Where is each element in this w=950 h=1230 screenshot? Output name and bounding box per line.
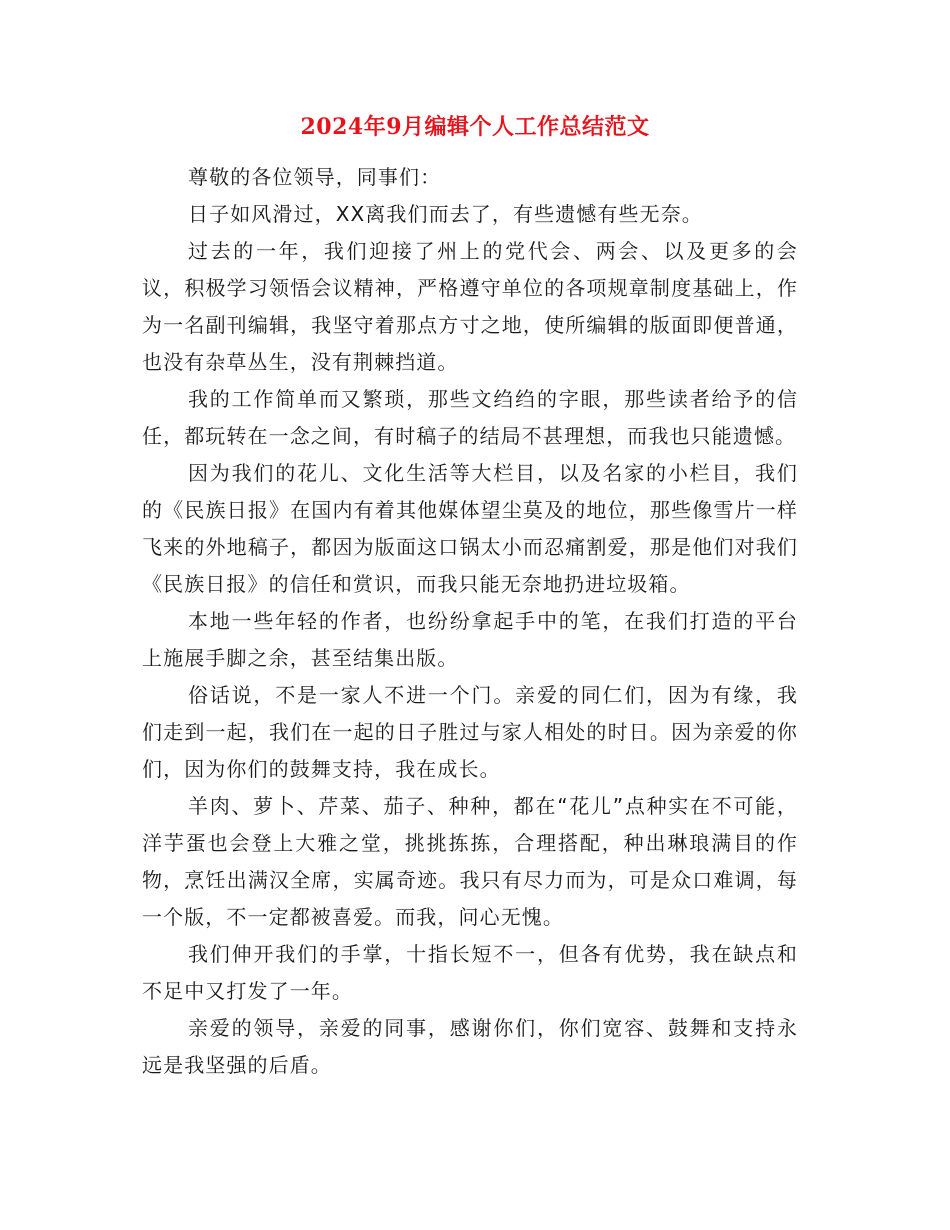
paragraph-salutation: 尊敬的各位领导，同事们：: [188, 165, 442, 189]
paragraph: 羊肉、萝卜、芹菜、茄子、种种，都在“花儿”点种实在不可能，洋芋蛋也会登上大雅之堂，挑挑拣拣，合理搭配，种出琳琅满目的作物，烹饪出满汉全席，实属奇迹。我只有尽力而为，可是众口难调，每一个版，不一定都被喜爱。而我，问心无愧。: [142, 794, 798, 929]
paragraph: 俗话说，不是一家人不进一个门。亲爱的同仁们，因为有缘，我们走到一起，我们在一起的日子胜过与家人相处的时日。因为亲爱的你们，因为你们的鼓舞支持，我在成长。: [142, 683, 798, 781]
document-body: [142, 159, 798, 1084]
paragraph: 我的工作简单而又繁琐，那些文绉绉的字眼，那些读者给予的信任，都玩转在一念之间，有时稿子的结局不甚理想，而我也只能遗憾。: [142, 387, 798, 448]
paragraph: 日子如风滑过，XX离我们而去了，有些遗憾有些无奈。: [188, 202, 703, 226]
paragraph: 我们伸开我们的手掌，十指长短不一，但各有优势，我在缺点和不足中又打发了一年。: [142, 942, 798, 1003]
paragraph: 过去的一年，我们迎接了州上的党代会、两会、以及更多的会议，积极学习领悟会议精神，严格遵守单位的各项规章制度基础上，作为一名副刊编辑，我坚守着那点方寸之地，使所编辑的版面即便普通，也没有杂草丛生，没有荆棘挡道。: [142, 239, 798, 374]
paragraph: 亲爱的领导，亲爱的同事，感谢你们，你们宽容、鼓舞和支持永远是我坚强的后盾。: [142, 1016, 798, 1077]
paragraph: 因为我们的花儿、文化生活等大栏目，以及名家的小栏目，我们的《民族日报》在国内有着其他媒体望尘莫及的地位，那些像雪片一样飞来的外地稿子，都因为版面这口锅太小而忍痛割爱，那是他们对我们《民族日报》的信任和赏识，而我只能无奈地扔进垃圾箱。: [142, 461, 798, 596]
paragraph: 本地一些年轻的作者，也纷纷拿起手中的笔，在我们打造的平台上施展手脚之余，甚至结集出版。: [142, 609, 798, 670]
page-title: 2024年9月编辑个人工作总结范文: [300, 114, 650, 140]
